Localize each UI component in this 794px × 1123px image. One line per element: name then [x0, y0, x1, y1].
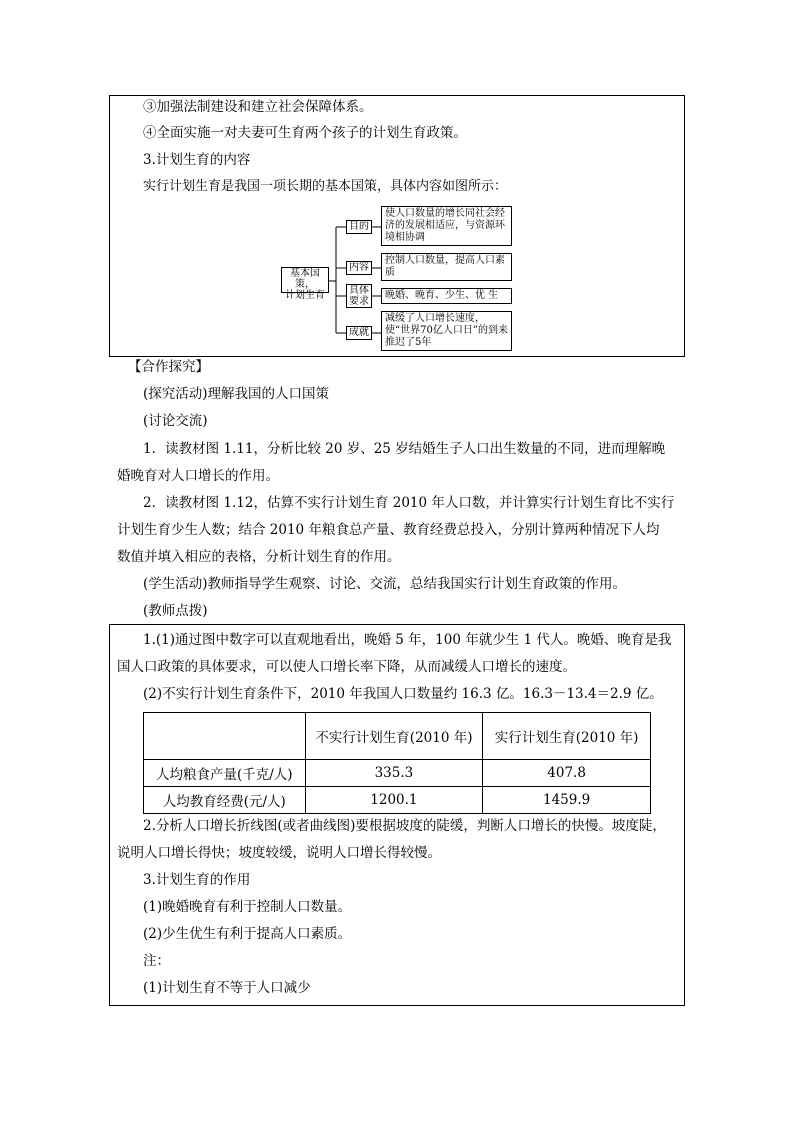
table-header-row — [144, 713, 651, 760]
text-line: (1)计划生育不等于人口减少 — [143, 980, 311, 996]
root-label — [281, 267, 329, 301]
text-line: 1.(1)通过图中数字可以直观地看出，晚婚 5 年，100 年就少生 1 代人。晚婚、晚育是我 — [143, 632, 672, 648]
table-cell: 人均教育经费(元/人) — [144, 787, 306, 814]
text-line: 数值并填入相应的表格，分析计划生育的作用。 — [117, 549, 401, 565]
text-line: 2．读教材图 1.12，估算不实行计划生育 2010 年人口数，并计算实行计划生育比不实行 — [143, 495, 675, 511]
table-cell: 335.3 — [305, 760, 483, 787]
label-goal: 目的 — [346, 220, 372, 234]
label-requirement-line: 要求 — [349, 296, 369, 307]
text-line: 计划生育少生人数；结合 2010 年粮食总产量、教育经费总投入，分别计算两种情况下人均 — [117, 522, 660, 538]
text-line: 注： — [143, 953, 170, 969]
label-achievement: 成就 — [346, 326, 372, 340]
text-line: 说明人口增长得快；坡度较缓，说明人口增长得较慢。 — [117, 845, 441, 861]
text-line: ④全面实施一对夫妻可生育两个孩子的计划生育政策。 — [143, 125, 467, 141]
table-header-cell: 实行计划生育(2010 年) — [483, 713, 651, 760]
label-requirement — [346, 284, 372, 308]
text-line: 1．读教材图 1.11，分析比较 20 岁、25 岁结婚生子人口出生数量的不同，进而理解晚 — [143, 441, 666, 457]
table-cell: 1200.1 — [305, 787, 483, 814]
table-cell: 407.8 — [483, 760, 651, 787]
section-heading: 3.计划生育的作用 — [143, 872, 251, 888]
text-line: (教师点拨) — [143, 603, 208, 619]
table-row — [144, 787, 651, 814]
table-header-cell: 不实行计划生育(2010 年) — [305, 713, 483, 760]
goal-text-box: 使人口数量的增长同社会经济的发展相适应，与资源环境相协调 — [381, 206, 512, 246]
label-requirement-line: 具体 — [349, 285, 369, 296]
text-line: (探究活动)理解我国的人口国策 — [143, 386, 330, 402]
text-line: ③加强法制建设和建立社会保障体系。 — [143, 99, 373, 115]
text-line: 实行计划生育是我国一项长期的基本国策，具体内容如图所示： — [143, 179, 508, 194]
text-line: (2)不实行计划生育条件下，2010 年我国人口数量约 16.3 亿。16.3－13.4＝2.9 亿。 — [143, 686, 663, 702]
content-box-bottom — [109, 624, 685, 1006]
table-row — [144, 760, 651, 787]
requirement-text-box: 晚婚、晚育、少生、优 生 — [381, 288, 512, 304]
text-line: (2)少生优生有利于提高人口素质。 — [143, 926, 352, 942]
table-cell: 1459.9 — [483, 787, 651, 814]
text-line: 国人口政策的具体要求，可以使人口增长率下降，从而减缓人口增长的速度。 — [117, 659, 576, 675]
root-label-line: 基本国策， — [290, 268, 320, 290]
table-header-cell — [144, 713, 306, 760]
section-heading: 3.计划生育的内容 — [143, 152, 251, 168]
text-line: (讨论交流) — [143, 413, 208, 429]
text-line: 2.分析人口增长折线图(或者曲线图)要根据坡度的陡缓，判断人口增长的快慢。坡度陡， — [143, 818, 666, 834]
content-text-box: 控制人口数量，提高人口素质 — [381, 253, 512, 281]
label-content: 内容 — [346, 261, 372, 275]
table-cell: 人均粮食产量(千克/人) — [144, 760, 306, 787]
text-line: 婚晚育对人口增长的作用。 — [117, 468, 279, 484]
text-line: (学生活动)教师指导学生观察、讨论、交流，总结我国实行计划生育政策的作用。 — [143, 576, 627, 592]
section-title: 【合作探究】 — [128, 359, 209, 375]
root-label-line: 计划生育 — [285, 290, 325, 301]
text-line: (1)晚婚晚育有利于控制人口数量。 — [143, 899, 352, 915]
achievement-text-box: 减缓了人口增长速度，使“世界70亿人口日”的到来推迟了5年 — [381, 311, 512, 351]
comparison-table — [143, 712, 651, 814]
